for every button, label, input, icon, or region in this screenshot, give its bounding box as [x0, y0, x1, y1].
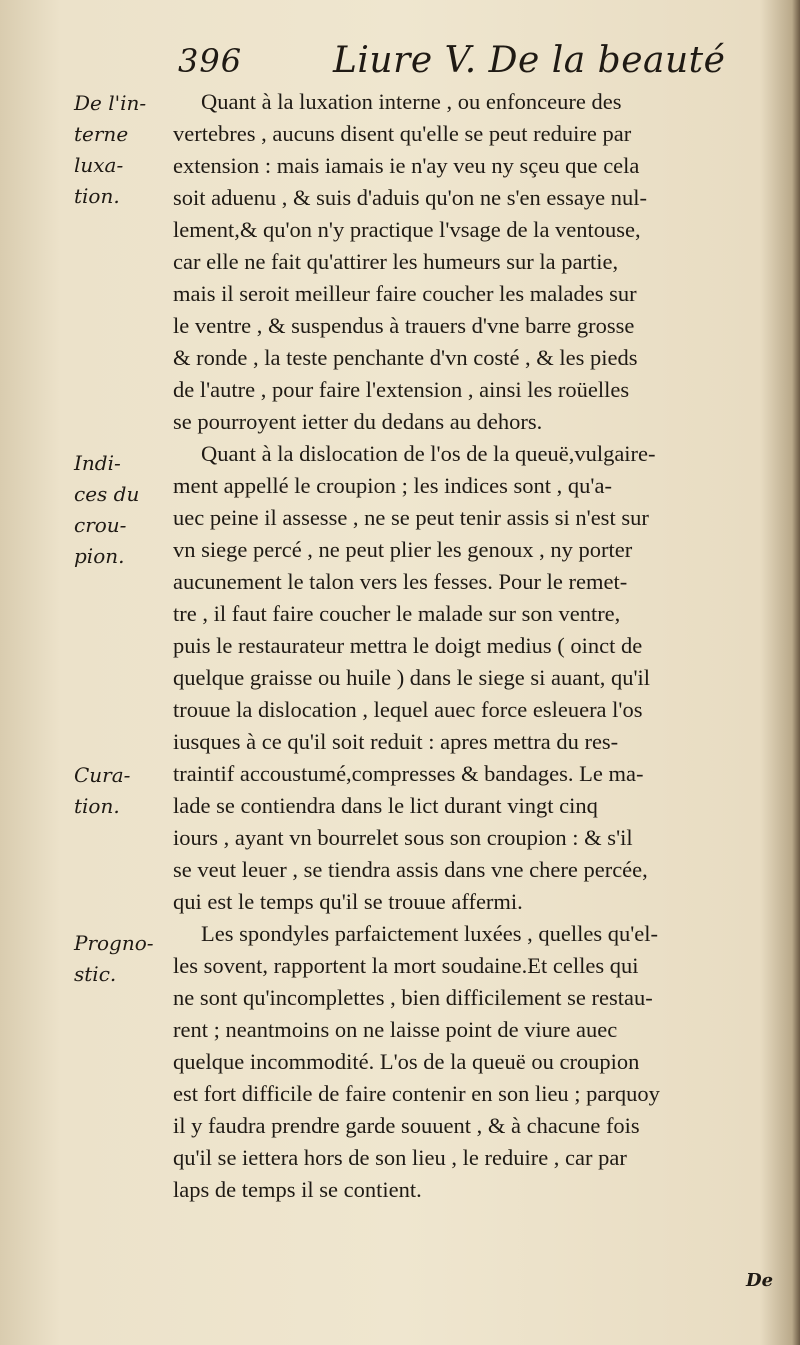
margin-note-line: De l'in- [74, 91, 147, 115]
text-line: se pourroyent ietter du dedans au dehors. [173, 409, 543, 434]
margin-note-line: crou- [74, 513, 127, 537]
text-line: ne sont qu'incomplettes , bien difficilement se restau- [173, 985, 653, 1010]
text-line: & ronde , la teste penchante d'vn costé , & les pieds [173, 345, 638, 370]
catchword: De [746, 1270, 774, 1291]
text-line: vertebres , aucuns disent qu'elle se peut reduire par [173, 121, 632, 146]
text-line: laps de temps il se contient. [173, 1177, 422, 1202]
margin-note-indices [74, 448, 170, 572]
text-line: vn siege percé , ne peut plier les genoux , ny porter [173, 537, 633, 562]
text-line: Quant à la dislocation de l'os de la queuë,vulgaire- [201, 441, 656, 466]
margin-note-prognostic [74, 928, 170, 990]
running-title: Liure V. De la beauté [333, 40, 726, 81]
margin-note-line: tion. [74, 184, 120, 208]
text-line: quelque graisse ou huile ) dans le siege si auant, qu'il [173, 665, 651, 690]
margin-note-luxation [74, 88, 170, 212]
text-line: le ventre , & suspendus à trauers d'vne barre grosse [173, 313, 635, 338]
text-line: se veut leuer , se tiendra assis dans vne chere percée, [173, 857, 648, 882]
page-number: 396 [178, 42, 243, 80]
margin-note-curation [74, 760, 170, 822]
text-line: ment appellé le croupion ; les indices sont , qu'a- [173, 473, 612, 498]
margin-note-line: pion. [74, 544, 125, 568]
text-line: iours , ayant vn bourrelet sous son croupion : & s'il [173, 825, 633, 850]
page-header [0, 40, 800, 90]
text-line: lade se contiendra dans le lict durant vingt cinq [173, 793, 598, 818]
text-line: trouue la dislocation , lequel auec force esleuera l'os [173, 697, 643, 722]
text-line: iusques à ce qu'il soit reduit : apres mettra du res- [173, 729, 619, 754]
text-line: Les spondyles parfaictement luxées , quelles qu'el- [201, 921, 659, 946]
text-line: qui est le temps qu'il se trouue affermi. [173, 889, 523, 914]
text-line: mais il seroit meilleur faire coucher les malades sur [173, 281, 637, 306]
margin-note-line: luxa- [74, 153, 124, 177]
margin-note-line: Cura- [74, 763, 131, 787]
margin-note-line: stic. [74, 962, 117, 986]
text-line: les sovent, rapportent la mort soudaine.Et celles qui [173, 953, 639, 978]
text-line: Quant à la luxation interne , ou enfonceure des [201, 89, 622, 114]
margin-note-line: Indi- [74, 451, 121, 475]
text-line: soit aduenu , & suis d'aduis qu'on ne s'en essaye nul- [173, 185, 647, 210]
text-line: qu'il se iettera hors de son lieu , le reduire , car par [173, 1145, 627, 1170]
text-line: il y faudra prendre garde souuent , & à chacune fois [173, 1113, 640, 1138]
margin-note-line: Progno- [74, 931, 154, 955]
text-line: rent ; neantmoins on ne laisse point de viure auec [173, 1017, 618, 1042]
text-line: est fort difficile de faire contenir en son lieu ; parquoy [173, 1081, 660, 1106]
text-line: aucunement le talon vers les fesses. Pour le remet- [173, 569, 628, 594]
text-line: quelque incommodité. L'os de la queuë ou croupion [173, 1049, 640, 1074]
text-line: lement,& qu'on n'y practique l'vsage de la ventouse, [173, 217, 641, 242]
text-line: car elle ne fait qu'attirer les humeurs sur la partie, [173, 249, 619, 274]
text-line: tre , il faut faire coucher le malade sur son ventre, [173, 601, 621, 626]
text-line: uec peine il assesse , ne se peut tenir assis si n'est sur [173, 505, 649, 530]
body-text [173, 86, 768, 1206]
text-line: de l'autre , pour faire l'extension , ainsi les roüelles [173, 377, 630, 402]
text-line: extension : mais iamais ie n'ay veu ny sçeu que cela [173, 153, 640, 178]
margin-note-line: ces du [74, 482, 140, 506]
text-line: traintif accoustumé,compresses & bandages. Le ma- [173, 761, 644, 786]
margin-note-line: tion. [74, 794, 120, 818]
text-line: puis le restaurateur mettra le doigt medius ( oinct de [173, 633, 643, 658]
margin-note-line: terne [74, 122, 129, 146]
